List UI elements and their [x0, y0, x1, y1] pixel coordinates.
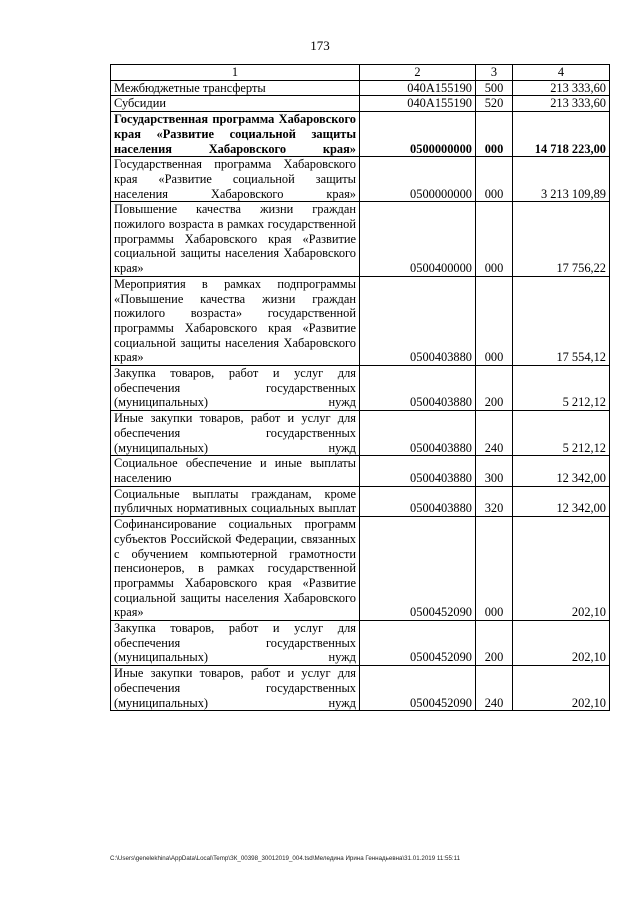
row-code: 0500452090: [360, 517, 476, 621]
table-header-row: [111, 65, 610, 81]
row-sum: 14 718 223,00: [513, 112, 610, 157]
row-name: Иные закупки товаров, работ и услуг для обеспечения государственных (муниципальных) нужд: [111, 666, 360, 711]
row-type: 240: [476, 666, 513, 711]
header-col-2: 2: [360, 65, 476, 81]
table-row: [111, 666, 610, 711]
row-sum: 202,10: [513, 666, 610, 711]
row-name: Повышение качества жизни граждан пожилого возраста в рамках государственной программы Хабаровского края «Развитие социальной защиты населения Хабаровского края»: [111, 202, 360, 277]
row-code: 0500000000: [360, 157, 476, 202]
row-type: 000: [476, 517, 513, 621]
table-row: [111, 366, 610, 411]
row-code: 0500000000: [360, 112, 476, 157]
row-type: 000: [476, 276, 513, 365]
row-type: 320: [476, 486, 513, 516]
row-sum: 5 212,12: [513, 366, 610, 411]
row-type: 500: [476, 80, 513, 96]
row-type: 200: [476, 621, 513, 666]
row-name: Субсидии: [111, 96, 360, 112]
header-col-4: 4: [513, 65, 610, 81]
row-sum: 3 213 109,89: [513, 157, 610, 202]
row-code: 0500403880: [360, 456, 476, 486]
row-code: 0500403880: [360, 411, 476, 456]
row-name: Социальные выплаты гражданам, кроме публичных нормативных социальных выплат: [111, 486, 360, 516]
row-sum: 213 333,60: [513, 80, 610, 96]
row-name: Государственная программа Хабаровского края «Развитие социальной защиты населения Хабаровского края»: [111, 157, 360, 202]
row-code: 0500452090: [360, 621, 476, 666]
table-row: [111, 517, 610, 621]
table-row: [111, 96, 610, 112]
row-code: 0500452090: [360, 666, 476, 711]
row-name: Софинансирование социальных программ субъектов Российской Федерации, связанных с обучением компьютерной грамотности пенсионеров, в рамках государственной программы Хабаровского края «Развитие социальной защиты населения Хабаровского края»: [111, 517, 360, 621]
footer-file-path: C:\Users\genelekhina\AppData\Local\Temp\ЗК_00398_30012019_004.tsd\Меледина Ирина Геннадьевна\31.01.2019 11:55:11: [110, 855, 461, 862]
row-name: Мероприятия в рамках подпрограммы «Повышение качества жизни граждан пожилого возраста» государственной программы Хабаровского края «Развитие социальной защиты населения Хабаровского края»: [111, 276, 360, 365]
row-sum: 202,10: [513, 621, 610, 666]
table-row: [111, 276, 610, 365]
row-sum: 12 342,00: [513, 456, 610, 486]
header-col-1: 1: [111, 65, 360, 81]
row-sum: 17 756,22: [513, 202, 610, 277]
table-row: [111, 112, 610, 157]
row-type: 200: [476, 366, 513, 411]
row-name: Государственная программа Хабаровского края «Развитие социальной защиты населения Хабаровского края»: [111, 112, 360, 157]
row-sum: 12 342,00: [513, 486, 610, 516]
table-row: [111, 411, 610, 456]
row-code: 0500403880: [360, 276, 476, 365]
row-sum: 17 554,12: [513, 276, 610, 365]
row-name: Закупка товаров, работ и услуг для обеспечения государственных (муниципальных) нужд: [111, 366, 360, 411]
table-row: [111, 157, 610, 202]
row-type: 000: [476, 202, 513, 277]
row-type: 000: [476, 112, 513, 157]
budget-table: [110, 64, 610, 711]
table-row: [111, 621, 610, 666]
row-type: 520: [476, 96, 513, 112]
row-name: Иные закупки товаров, работ и услуг для обеспечения государственных (муниципальных) нужд: [111, 411, 360, 456]
row-type: 240: [476, 411, 513, 456]
header-col-3: 3: [476, 65, 513, 81]
row-name: Социальное обеспечение и иные выплаты населению: [111, 456, 360, 486]
table-row: [111, 202, 610, 277]
row-code: 040А155190: [360, 96, 476, 112]
row-sum: 202,10: [513, 517, 610, 621]
row-type: 300: [476, 456, 513, 486]
row-code: 0500403880: [360, 366, 476, 411]
table-row: [111, 456, 610, 486]
row-code: 0500400000: [360, 202, 476, 277]
table-row: [111, 80, 610, 96]
row-name: Межбюджетные трансферты: [111, 80, 360, 96]
row-sum: 5 212,12: [513, 411, 610, 456]
row-code: 0500403880: [360, 486, 476, 516]
row-sum: 213 333,60: [513, 96, 610, 112]
row-name: Закупка товаров, работ и услуг для обеспечения государственных (муниципальных) нужд: [111, 621, 360, 666]
row-code: 040А155190: [360, 80, 476, 96]
table-row: [111, 486, 610, 516]
page-number: 173: [310, 38, 330, 53]
row-type: 000: [476, 157, 513, 202]
